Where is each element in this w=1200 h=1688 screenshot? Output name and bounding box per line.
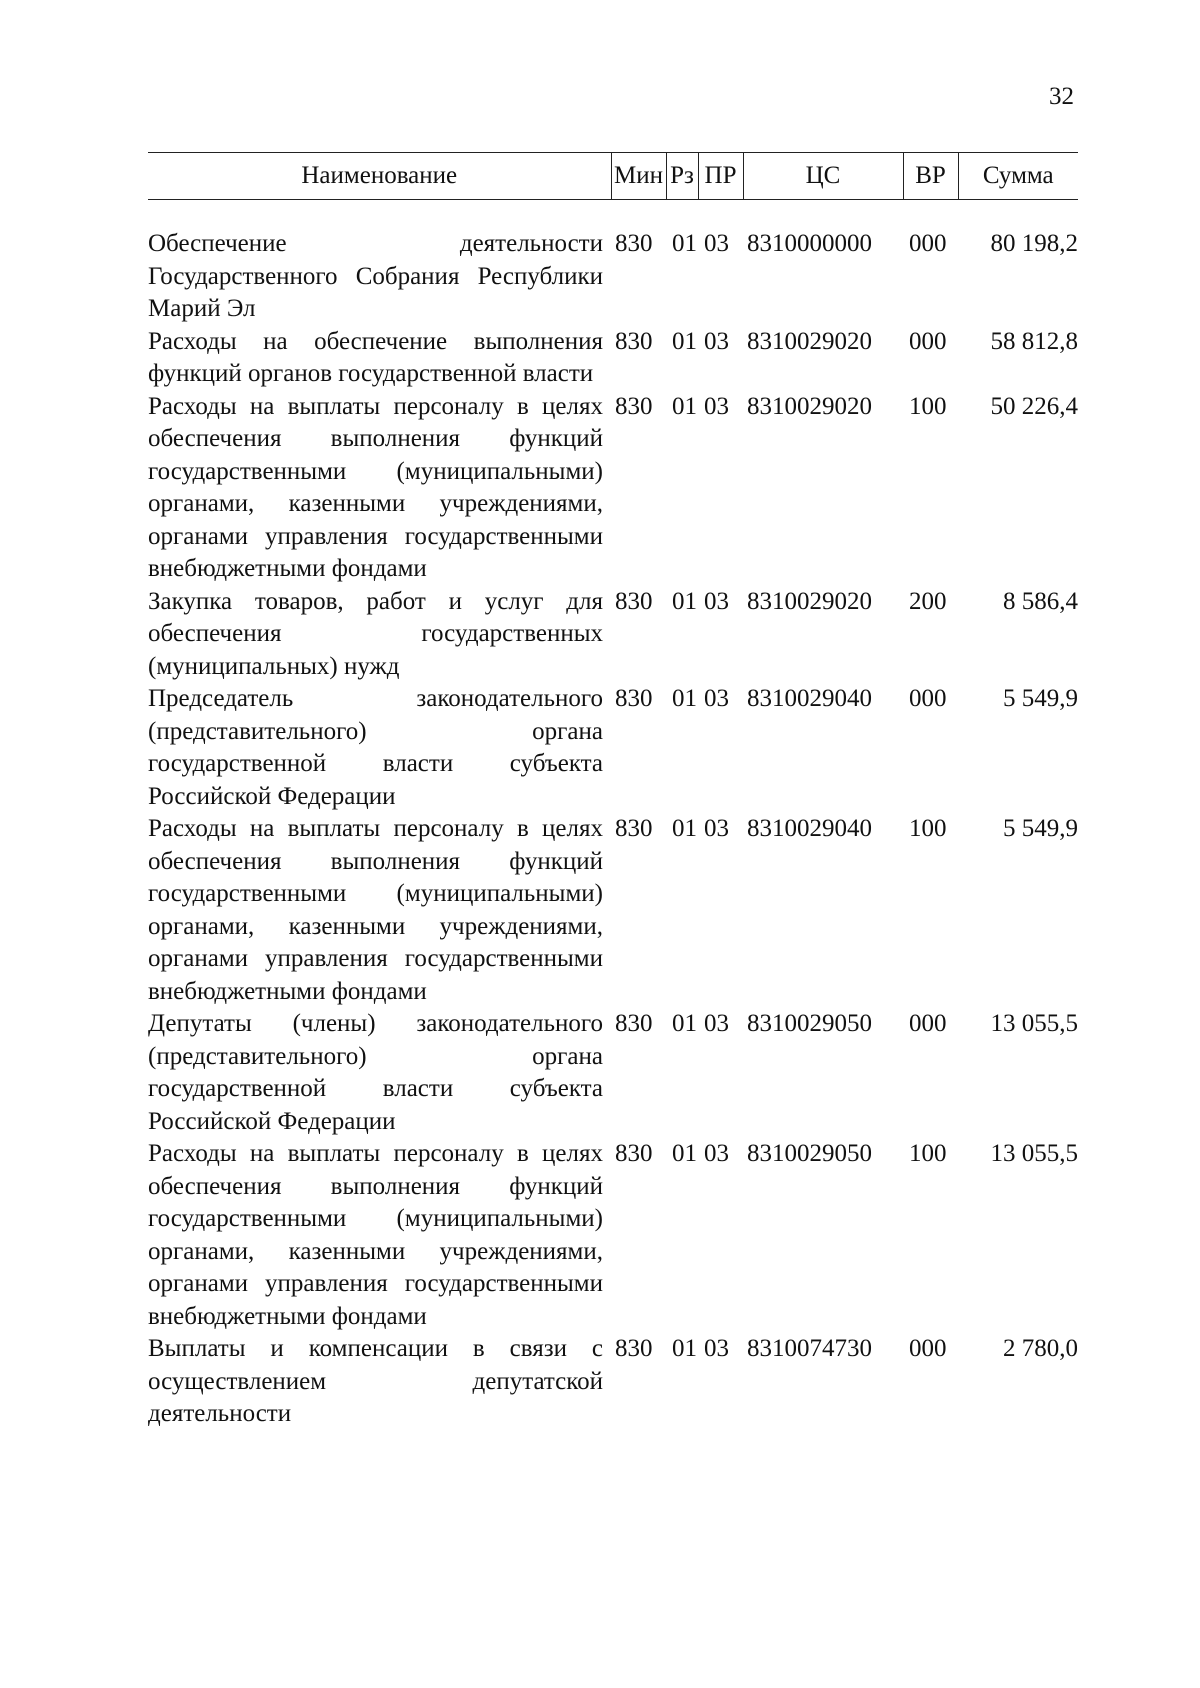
- row-vr: 200: [909, 587, 947, 615]
- row-min: 830: [615, 815, 653, 842]
- row-pr: 03: [704, 1010, 729, 1037]
- row-vr: 000: [909, 1010, 947, 1037]
- header-vr: ВР: [903, 153, 958, 200]
- header-rz: Рз: [666, 153, 698, 200]
- row-vr: 000: [909, 685, 947, 712]
- budget-table: [148, 152, 1078, 1431]
- table-row: [148, 1333, 1078, 1431]
- row-min: 830: [615, 1335, 653, 1362]
- row-cs: 8310029050: [747, 1140, 872, 1167]
- row-min: 830: [615, 392, 653, 420]
- row-min: 830: [615, 587, 653, 615]
- row-cs: 8310029040: [747, 815, 872, 842]
- row-cs: 8310074730: [747, 1335, 872, 1362]
- row-pr: 03: [704, 685, 729, 712]
- row-cs: 8310029050: [747, 1010, 872, 1037]
- row-sum: 5 549,9: [1003, 815, 1078, 842]
- row-min: 830: [615, 230, 653, 257]
- row-vr: 100: [909, 392, 947, 420]
- row-vr: 000: [909, 327, 947, 355]
- row-vr: 000: [909, 230, 947, 257]
- row-rz: 01: [672, 1010, 697, 1037]
- row-min: 830: [615, 327, 653, 355]
- budget-table-container: [148, 152, 1078, 1431]
- table-row: [148, 391, 1078, 586]
- row-cs: 8310029040: [747, 685, 872, 712]
- row-cs: 8310029020: [747, 587, 872, 615]
- header-pr: ПР: [698, 153, 743, 200]
- header-name: Наименование: [148, 153, 611, 200]
- row-sum: 13 055,5: [990, 1010, 1078, 1037]
- table-row: [148, 813, 1078, 1008]
- header-sum: Сумма: [958, 153, 1078, 200]
- row-sum: 13 055,5: [990, 1140, 1078, 1167]
- row-vr: 000: [909, 1335, 947, 1362]
- table-body: [148, 200, 1078, 1431]
- row-rz: 01: [672, 587, 697, 615]
- row-sum: 5 549,9: [1003, 685, 1078, 712]
- row-sum: 58 812,8: [990, 327, 1078, 355]
- header-cs: ЦС: [743, 153, 903, 200]
- row-min: 830: [615, 685, 653, 712]
- row-rz: 01: [672, 327, 697, 355]
- row-name: Расходы на выплаты персоналу в целях обеспечения выполнения функций государственными (муниципальными) органами, казенными учреждениями, органами управления государственными внебюджетными фондами: [148, 1140, 603, 1330]
- row-name: Выплаты и компенсации в связи с осуществлением депутатской деятельности: [148, 1335, 603, 1427]
- table-row: [148, 586, 1078, 684]
- row-pr: 03: [704, 587, 729, 615]
- row-cs: 8310000000: [747, 230, 872, 257]
- row-rz: 01: [672, 1335, 697, 1362]
- table-row: [148, 326, 1078, 391]
- row-sum: 50 226,4: [990, 392, 1078, 420]
- row-pr: 03: [704, 230, 729, 257]
- row-pr: 03: [704, 1335, 729, 1362]
- header-min: Мин: [611, 153, 666, 200]
- row-rz: 01: [672, 815, 697, 842]
- page-number: 32: [1049, 83, 1074, 110]
- row-sum: 80 198,2: [990, 230, 1078, 257]
- table-row: [148, 1138, 1078, 1333]
- row-min: 830: [615, 1010, 653, 1037]
- row-pr: 03: [704, 392, 729, 420]
- row-name: Расходы на выплаты персоналу в целях обеспечения выполнения функций государственными (муниципальными) органами, казенными учреждениями, органами управления государственными внебюджетными фондами: [148, 392, 603, 582]
- row-pr: 03: [704, 1140, 729, 1167]
- row-vr: 100: [909, 815, 947, 842]
- row-vr: 100: [909, 1140, 947, 1167]
- row-rz: 01: [672, 392, 697, 420]
- row-sum: 2 780,0: [1003, 1335, 1078, 1362]
- row-pr: 03: [704, 815, 729, 842]
- row-rz: 01: [672, 685, 697, 712]
- row-name: Председатель законодательного (представительного) органа государственной власти субъекта Российской Федерации: [148, 685, 603, 810]
- row-pr: 03: [704, 327, 729, 355]
- row-cs: 8310029020: [747, 327, 872, 355]
- row-sum: 8 586,4: [1003, 587, 1078, 615]
- table-row: [148, 1008, 1078, 1138]
- row-name: Закупка товаров, работ и услуг для обеспечения государственных (муниципальных) нужд: [148, 587, 603, 680]
- row-name: Депутаты (члены) законодательного (представительного) органа государственной власти субъекта Российской Федерации: [148, 1010, 603, 1135]
- row-name: Расходы на выплаты персоналу в целях обеспечения выполнения функций государственными (муниципальными) органами, казенными учреждениями, органами управления государственными внебюджетными фондами: [148, 815, 603, 1005]
- row-name: Расходы на обеспечение выполнения функций органов государственной власти: [148, 327, 603, 387]
- row-rz: 01: [672, 1140, 697, 1167]
- row-rz: 01: [672, 230, 697, 257]
- row-name: Обеспечение деятельности Государственного Собрания Республики Марий Эл: [148, 230, 603, 322]
- table-row: [148, 683, 1078, 813]
- row-min: 830: [615, 1140, 653, 1167]
- table-header: [148, 153, 1078, 200]
- row-cs: 8310029020: [747, 392, 872, 420]
- table-row: [148, 228, 1078, 326]
